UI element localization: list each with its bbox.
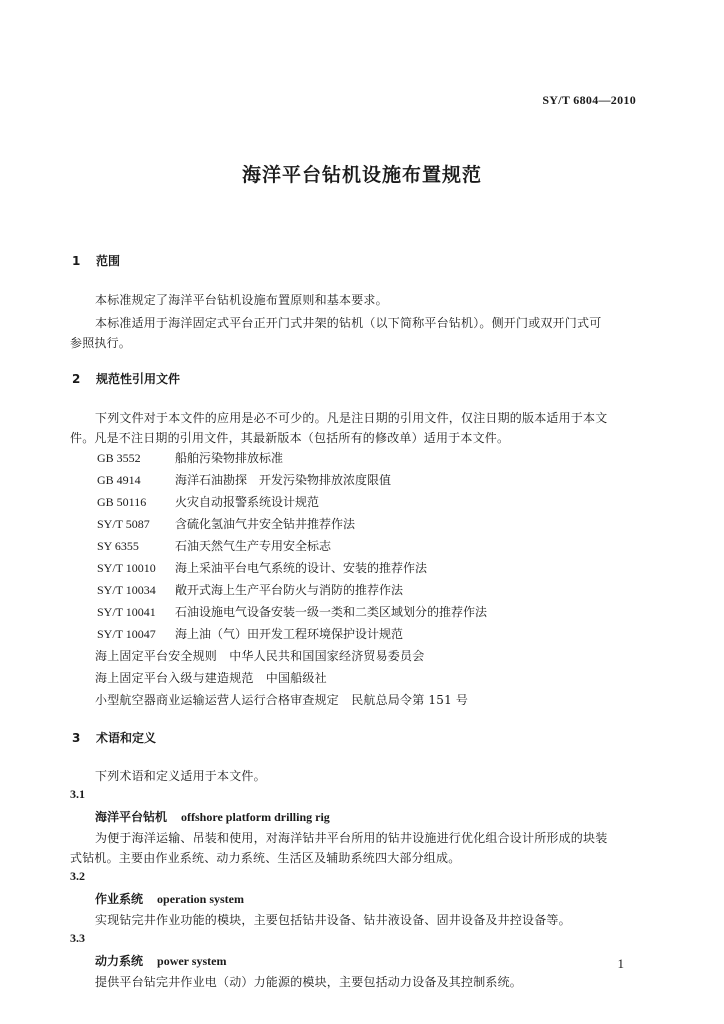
reference-code: SY 6355 [97,539,139,553]
section-title: 规范性引用文件 [96,372,181,386]
section-number: 2 [72,372,81,386]
document-title: 海洋平台钻机设施布置规范 [241,164,482,186]
reference-item [97,603,487,620]
reference-title: 敞开式海上生产平台防火与消防的推荐作法 [175,583,404,597]
reference-item [97,449,283,466]
reference-title: 石油天然气生产专用安全标志 [175,539,332,553]
section-title: 范围 [96,254,121,268]
reference-code: SY/T 10034 [97,583,156,597]
reference-code: GB 3552 [97,451,141,465]
term-english: power system [157,954,227,968]
scope-paragraph-2-cont: 参照执行。 [70,336,132,350]
reference-title: 海洋石油勘探 开发污染物排放浓度限值 [175,473,392,487]
page-number: 1 [617,956,624,971]
reference-code: GB 4914 [97,473,141,487]
term-heading [95,808,330,825]
section-number: 3 [72,731,81,745]
refs-intro-1: 下列文件对于本文件的应用是必不可少的。凡是注日期的引用文件，仅注日期的版本适用于本文 [95,411,608,425]
term-heading [95,952,226,969]
section-1-heading [72,252,120,269]
reference-code: SY/T 10010 [97,561,156,575]
reference-code: SY/T 10041 [97,605,156,619]
term-definition: 为便于海洋运输、吊装和使用，对海洋钻井平台所用的钻井设施进行优化组合设计所形成的块装 [95,831,608,845]
section-2-heading [72,370,180,387]
reference-title: 含硫化氢油气井安全钻井推荐作法 [175,517,356,531]
term-number: 3.2 [70,869,85,883]
term-number: 3.1 [70,787,85,801]
scope-paragraph-2: 本标准适用于海洋固定式平台正开门式井架的钻机（以下简称平台钻机）。侧开门或双开门式可 [95,316,602,330]
reference-title: 火灾自动报警系统设计规范 [175,495,320,509]
reference-title: 船舶污染物排放标准 [175,451,284,465]
section-title: 术语和定义 [96,731,157,745]
reference-item [97,581,403,598]
term-chinese: 动力系统 [95,954,144,968]
term-definition: 实现钻完井作业功能的模块，主要包括钻井设备、钻井液设备、固井设备及井控设备等。 [95,913,571,927]
other-reference: 海上固定平台入级与建造规范 中国船级社 [95,671,327,685]
term-chinese: 海洋平台钻机 [95,810,168,824]
scope-paragraph-1: 本标准规定了海洋平台钻机设施布置原则和基本要求。 [95,293,388,307]
reference-code: SY/T 10047 [97,627,156,641]
reference-code: SY/T 5087 [97,517,150,531]
term-chinese: 作业系统 [95,892,144,906]
term-english: offshore platform drilling rig [181,810,330,824]
other-reference: 海上固定平台安全规则 中华人民共和国国家经济贸易委员会 [95,649,425,663]
reference-title: 石油设施电气设备安装一级一类和二类区域划分的推荐作法 [175,605,488,619]
term-number: 3.3 [70,931,85,945]
term-heading [95,890,244,907]
reference-code: GB 50116 [97,495,147,509]
reference-item [97,559,427,576]
terms-intro: 下列术语和定义适用于本文件。 [95,769,266,783]
term-english: operation system [157,892,245,906]
reference-item [97,515,355,532]
reference-item [97,537,331,554]
reference-title: 海上油（气）田开发工程环境保护设计规范 [175,627,404,641]
term-definition: 提供平台钻完井作业电（动）力能源的模块，主要包括动力设备及其控制系统。 [95,975,523,989]
reference-item [97,493,319,510]
other-reference: 小型航空器商业运输运营人运行合格审查规定 民航总局令第 151 号 [95,693,469,707]
reference-item [97,625,403,642]
section-number: 1 [72,254,81,268]
refs-intro-2: 件。凡是不注日期的引用文件，其最新版本（包括所有的修改单）适用于本文件。 [70,431,510,445]
standard-code: SY/T 6804—2010 [542,93,636,107]
section-3-heading [72,729,156,746]
reference-title: 海上采油平台电气系统的设计、安装的推荐作法 [175,561,428,575]
reference-item [97,471,391,488]
term-definition-cont: 式钻机。主要由作业系统、动力系统、生活区及辅助系统四大部分组成。 [70,851,461,865]
